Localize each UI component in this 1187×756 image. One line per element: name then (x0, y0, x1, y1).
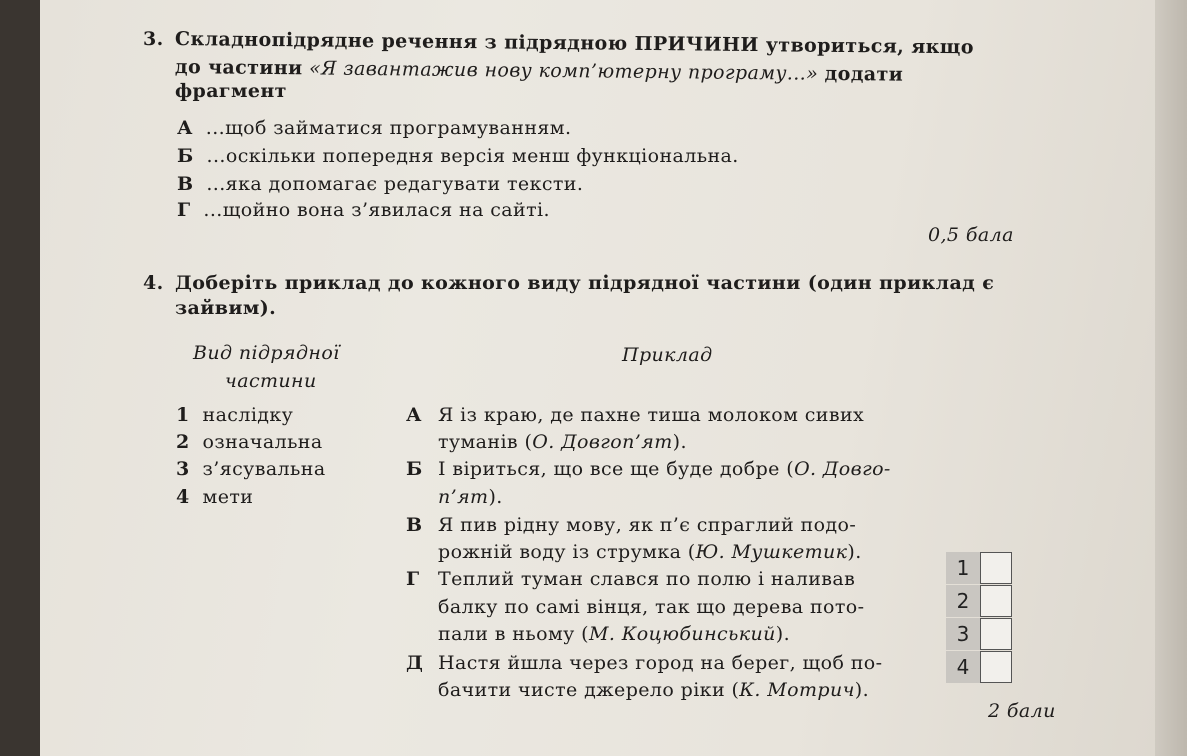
page-edge (1155, 0, 1187, 756)
q3-text-line1: Складнопідрядне речення з підрядною ПРИЧИНИ утвориться, якщо (174, 28, 974, 59)
type-item-4 (176, 486, 253, 508)
q4-text-line2: зайвим). (175, 297, 277, 319)
option-text: ...яка допомагає редагувати тексти. (206, 173, 584, 195)
example-letter-g: Г (406, 568, 420, 590)
option-letter: А (177, 117, 193, 139)
type-num: 3 (176, 458, 190, 480)
answer-row (946, 651, 1012, 683)
answer-row-number: 1 (946, 552, 980, 584)
type-num: 4 (176, 486, 190, 508)
example-letter-a: А (406, 404, 422, 426)
example-d-line1: Настя йшла через город на берег, щоб по- (438, 652, 883, 674)
type-text: з’ясувальна (202, 458, 326, 480)
q3-option-b (177, 145, 739, 167)
answer-cell[interactable] (980, 618, 1012, 650)
author: Ю. Мушкетик (695, 541, 848, 563)
answer-row-number: 4 (946, 651, 980, 683)
example-g-line3 (438, 623, 790, 645)
text-span: ). (775, 623, 791, 645)
example-d-line2 (438, 679, 869, 701)
q4-number: 4. (143, 272, 164, 294)
author: К. Мотрич (739, 679, 855, 701)
option-letter: Б (177, 145, 194, 167)
type-num: 1 (176, 404, 190, 426)
example-v-line2 (438, 541, 862, 563)
author: О. Довгоп’ят (532, 431, 673, 453)
answer-cell[interactable] (980, 651, 1012, 683)
q3-line2-pre: до частини (174, 56, 303, 80)
q4-points: 2 бали (988, 700, 1056, 722)
option-text: ...оскільки попередня версія менш функціональна. (206, 145, 739, 167)
text-span: ). (488, 486, 503, 508)
text-span: І віриться, що все ще буде добре ( (438, 458, 795, 480)
author: п’ят (438, 486, 489, 508)
option-text: ...щоб займатися програмуванням. (205, 117, 572, 139)
text-span: ). (847, 541, 862, 563)
type-text: наслідку (202, 404, 294, 426)
col-example-header: Приклад (622, 344, 713, 366)
example-b-line2 (438, 486, 503, 508)
text-span: рожній воду із струмка ( (438, 541, 696, 563)
text-span: бачити чисте джерело ріки ( (438, 679, 740, 701)
answer-row (946, 552, 1012, 584)
type-text: означальна (202, 431, 323, 453)
example-b-line1 (438, 458, 891, 480)
text-span: пали в ньому ( (438, 623, 589, 645)
example-v-line1: Я пив рідну мову, як п’є спраглий подо- (438, 514, 857, 536)
q3-option-g (177, 199, 550, 221)
example-a-line2 (438, 431, 687, 453)
text-span: ). (672, 431, 687, 453)
option-text: ...щойно вона з’явилася на сайті. (203, 199, 550, 221)
q3-option-v (177, 173, 583, 195)
example-g-line1: Теплий туман слався по полю і наливав (438, 568, 856, 590)
type-item-1 (176, 404, 293, 426)
q3-line2-post: додати (824, 62, 904, 86)
example-letter-d: Д (406, 652, 424, 674)
type-item-2 (176, 431, 323, 453)
author: М. Коцюбинський (588, 623, 776, 645)
col-type-header-2: частини (225, 370, 317, 392)
answer-row (946, 585, 1012, 617)
example-g-line2: балку по самі вінця, так що дерева пото- (438, 596, 865, 618)
text-span: туманів ( (438, 431, 533, 453)
author: О. Довго- (794, 458, 891, 480)
text-span: ). (854, 679, 870, 701)
q3-points: 0,5 бала (928, 224, 1014, 246)
answer-grid (946, 552, 1012, 682)
q3-number: 3. (143, 28, 164, 50)
example-letter-b: Б (406, 458, 423, 480)
option-letter: В (177, 173, 194, 195)
q3-line2-quote: «Я завантажив нову комп’ютерну програму...» (308, 57, 819, 85)
q4-text-line1: Доберіть приклад до кожного виду підрядної частини (один приклад є (175, 272, 995, 294)
answer-row-number: 2 (946, 585, 980, 617)
col-type-header-1: Вид підрядної (193, 342, 340, 364)
example-a-line1: Я із краю, де пахне тиша молоком сивих (438, 404, 865, 426)
answer-row (946, 618, 1012, 650)
q3-option-a (177, 117, 571, 139)
type-item-3 (176, 458, 326, 480)
answer-row-number: 3 (946, 618, 980, 650)
answer-cell[interactable] (980, 552, 1012, 584)
example-letter-v: В (406, 514, 423, 536)
type-num: 2 (176, 431, 190, 453)
answer-cell[interactable] (980, 585, 1012, 617)
type-text: мети (202, 486, 254, 508)
option-letter: Г (177, 199, 191, 221)
q3-text-line3: фрагмент (175, 80, 287, 102)
